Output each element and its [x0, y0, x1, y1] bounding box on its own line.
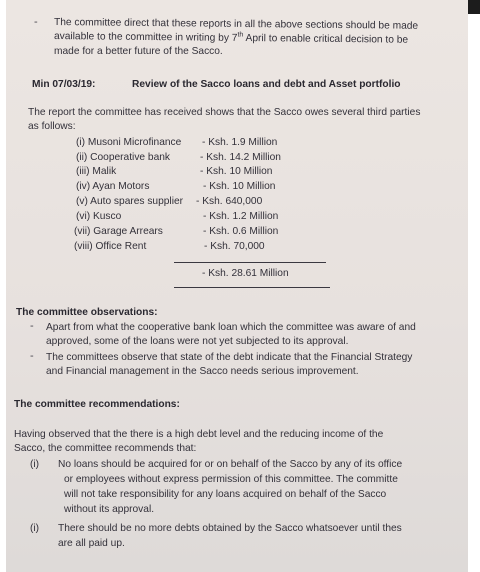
debt-label: (viii) Office Rent [74, 241, 147, 252]
recommendation-2-line-1: There should be no more debts obtained by the Sacco whatsoever until thes [58, 523, 402, 534]
recommendation-1-line-3: will not take responsibility for any loans acquired on behalf of the Sacco [64, 489, 387, 500]
recommendation-1-line-4: without its approval. [64, 504, 155, 515]
debt-amount: - Ksh. 1.9 Million [202, 137, 278, 148]
observation-2-line-1: The committees observe that state of the debt indicate that the Financial Strategy [46, 352, 413, 363]
debt-label: (iii) Malik [76, 166, 117, 177]
debt-label: (vi) Kusco [76, 211, 122, 222]
window-corner [466, 0, 480, 14]
intro-line-3: made for a better future of the Sacco. [54, 46, 223, 57]
debt-amount: - Ksh. 14.2 Million [200, 152, 281, 163]
recommendations-intro-1: Having observed that the there is a high debt level and the reducing income of the [14, 429, 384, 440]
debt-label: (ii) Cooperative bank [76, 152, 170, 163]
debt-amount: - Ksh. 0.6 Million [203, 226, 279, 237]
debt-label: (iv) Ayan Motors [76, 181, 150, 192]
debt-total: - Ksh. 28.61 Million [202, 268, 289, 279]
sum-rule-bottom [174, 287, 330, 288]
recommendation-2-line-2: are all paid up. [58, 538, 125, 549]
minute-title: Review of the Sacco loans and debt and Asset portfolio [132, 79, 401, 90]
observation-1-line-1: Apart from what the cooperative bank loan which the committee was aware of and [46, 322, 416, 333]
debt-label: (vii) Garage Arrears [74, 226, 163, 237]
debt-amount: - Ksh. 10 Million [203, 181, 276, 192]
minute-number: Min 07/03/19: [32, 79, 96, 90]
document-page [6, 0, 468, 572]
report-line-1: The report the committee has received shows that the Sacco owes several third parties [28, 107, 421, 118]
recommendation-1-line-1: No loans should be acquired for or on behalf of the Sacco by any of its office [58, 459, 403, 470]
report-line-2: as follows: [28, 121, 76, 132]
bullet-dash: - [34, 16, 38, 28]
debt-label: (i) Musoni Microfinance [76, 137, 182, 148]
observations-heading: The committee observations: [16, 307, 158, 318]
debt-amount: - Ksh. 10 Million [200, 166, 273, 177]
debt-amount: - Ksh. 1.2 Million [203, 211, 279, 222]
debt-label: (v) Auto spares supplier [76, 196, 184, 207]
recommendation-2-number: (i) [30, 523, 40, 534]
bullet-dash: - [30, 320, 34, 332]
intro-line-2: available to the committee in writing by 7th April to enable critical decision to be [53, 31, 409, 46]
recommendations-heading: The committee recommendations: [14, 399, 180, 410]
recommendation-1-line-2: or employees without express permission of this committee. The committe [64, 474, 398, 485]
intro-line-1: The committee direct that these reports in all the above sections should be made [53, 17, 419, 32]
recommendation-1-number: (i) [30, 459, 40, 470]
observation-2-line-2: and Financial management in the Sacco needs serious improvement. [46, 366, 359, 377]
debt-amount: - Ksh. 640,000 [196, 196, 263, 207]
sum-rule-top [174, 262, 326, 263]
debt-amount: - Ksh. 70,000 [204, 241, 265, 252]
recommendations-intro-2: Sacco, the committee recommends that: [14, 443, 197, 454]
observation-1-line-2: approved, some of the loans were not yet subjected to its approval. [46, 336, 349, 347]
bullet-dash: - [30, 350, 34, 362]
